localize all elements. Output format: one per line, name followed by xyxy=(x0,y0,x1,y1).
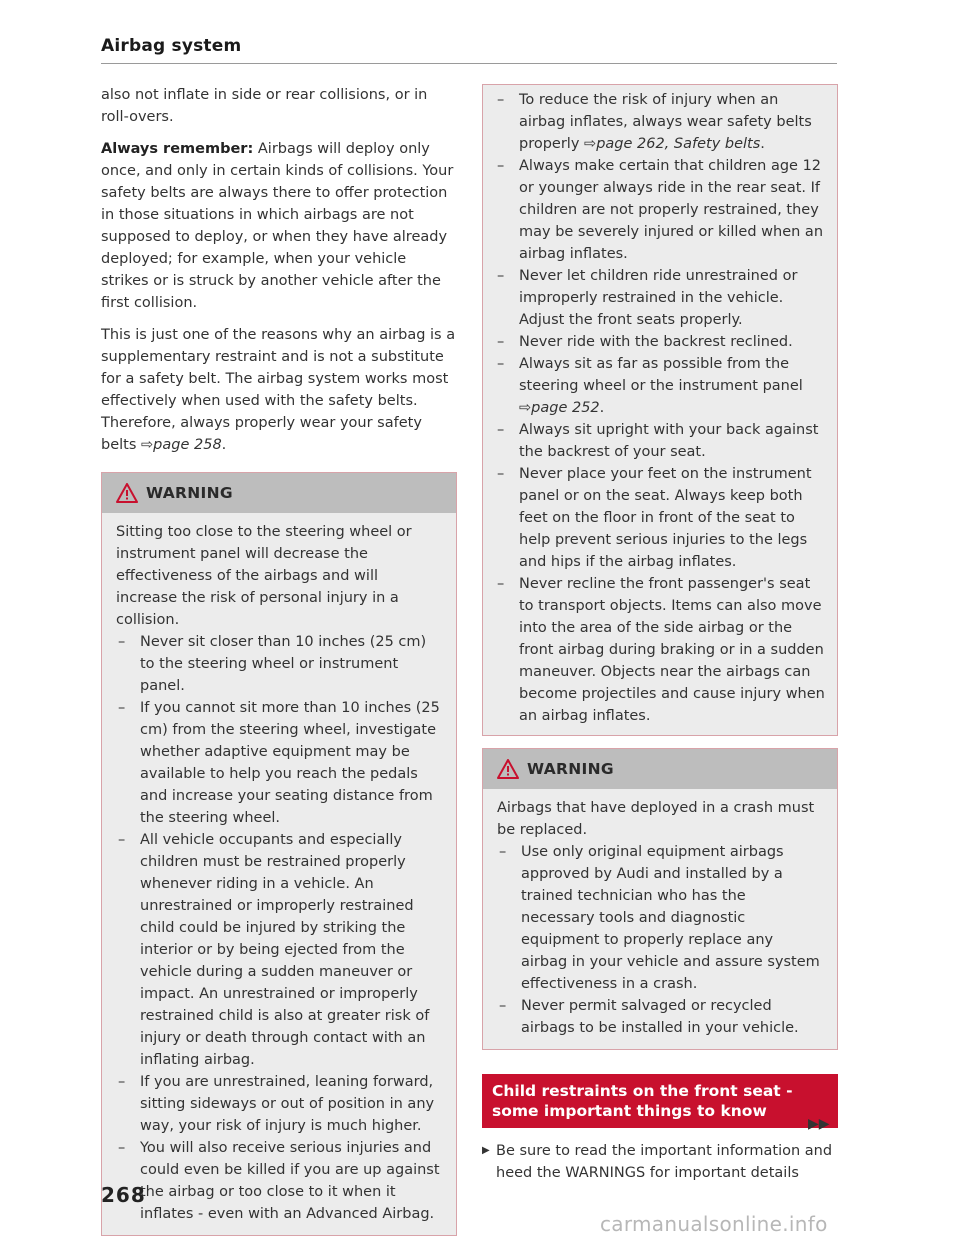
right-column xyxy=(482,84,838,1184)
warning-list xyxy=(116,631,442,1225)
warning-triangle-icon xyxy=(116,483,138,503)
warning-list xyxy=(497,841,823,1039)
warning-item: – Use only original equipment airbags approved by Audi and installed by a trained technician who has the necessary tools and diagnostic equipment to properly replace any airbag in your vehicle and assure system effectiveness in a crash. xyxy=(497,841,823,995)
safety-instructions-box xyxy=(482,84,838,736)
warning-item: – Never permit salvaged or recycled airbags to be installed in your vehicle. xyxy=(497,995,823,1039)
page-number: 268 xyxy=(101,1183,146,1207)
warning-box-steering-distance xyxy=(101,472,457,1236)
warning-header xyxy=(483,749,837,789)
safety-instructions-list xyxy=(495,89,825,727)
page-reference-link[interactable]: page 262, Safety belts xyxy=(596,136,761,152)
watermark: carmanualsonline.info xyxy=(600,1212,828,1236)
always-remember-label: Always remember: xyxy=(101,141,254,157)
intro-paragraph xyxy=(482,1140,838,1184)
paragraph-rollover: also not inflate in side or rear collisions, or in roll-overs. xyxy=(101,87,428,125)
instruction-item: – Never place your feet on the instrument panel or on the seat. Always keep both feet on the floor in front of the seat to help prevent serious injuries to the legs and hips if the airbag inflates. xyxy=(495,463,825,573)
continue-arrow-icon: ▶▶ xyxy=(808,1116,830,1132)
instruction-item: – Always make certain that children age 12 or younger always ride in the rear seat. If children are not properly restrained, they may be severely injured or killed when an airbag inflates. xyxy=(495,155,825,265)
page-ref-arrow-icon: ⇨ xyxy=(584,136,597,152)
warning-label: WARNING xyxy=(146,484,233,502)
instruction-text: To reduce the risk of injury when an airbag inflates, always wear safety belts properly xyxy=(519,92,812,152)
sentence-end: . xyxy=(221,437,227,453)
warning-intro: Sitting too close to the steering wheel or instrument panel will decrease the effectiveness of the airbags and will increase the risk of personal injury in a collision. xyxy=(116,524,412,628)
header-divider xyxy=(101,63,837,64)
warning-label: WARNING xyxy=(527,760,614,778)
instruction-item xyxy=(495,353,825,419)
section-heading-child-restraints: Child restraints on the front seat - some important things to know xyxy=(482,1074,838,1128)
page-ref-arrow-icon: ⇨ xyxy=(141,437,154,453)
paragraph-always-remember xyxy=(101,138,457,314)
instruction-item: – Never ride with the backrest reclined. xyxy=(495,331,825,353)
sentence-end: . xyxy=(599,400,605,416)
intro-text: Be sure to read the important information and heed the WARNINGS for important details xyxy=(496,1143,833,1181)
instruction-item: – Always sit upright with your back against the backrest of your seat. xyxy=(495,419,825,463)
bullet-triangle-icon: ▶ xyxy=(482,1145,490,1156)
warning-body xyxy=(483,789,837,1049)
page-reference-link[interactable]: page 252 xyxy=(531,400,600,416)
warning-item: – You will also receive serious injuries and could even be killed if you are up against the airbag or too close to it when it inflates - even with an Advanced Airbag. xyxy=(116,1137,442,1225)
instruction-text: Always sit as far as possible from the steering wheel or the instrument panel xyxy=(519,356,803,394)
paragraph-supplementary-restraint xyxy=(101,324,457,456)
warning-triangle-icon xyxy=(497,759,519,779)
instruction-item xyxy=(495,89,825,155)
left-column xyxy=(101,84,457,1236)
warning-intro: Airbags that have deployed in a crash must be replaced. xyxy=(497,800,815,838)
instruction-item: – Never recline the front passenger's seat to transport objects. Items can also move into the area of the side airbag or the front airbag during braking or in a sudden maneuver. Objects near the airbags can become projectiles and cause injury when an airbag inflates. xyxy=(495,573,825,727)
warning-header xyxy=(102,473,456,513)
warning-box-deployed-airbags xyxy=(482,748,838,1050)
page-ref-arrow-icon: ⇨ xyxy=(519,400,532,416)
instruction-item: – Never let children ride unrestrained or improperly restrained in the vehicle. Adjust the front seats properly. xyxy=(495,265,825,331)
warning-body xyxy=(102,513,456,1235)
sentence-end: . xyxy=(760,136,765,152)
warning-item: – Never sit closer than 10 inches (25 cm) to the steering wheel or instrument panel. xyxy=(116,631,442,697)
warning-item: – If you are unrestrained, leaning forward, sitting sideways or out of position in any way, your risk of injury is much higher. xyxy=(116,1071,442,1137)
warning-item: – All vehicle occupants and especially children must be restrained properly whenever riding in a vehicle. An unrestrained or improperly restrained child could be injured by striking the interior or by being ejected from the vehicle during a sudden maneuver or impact. An unrestrained or improperly restrained child is also at greater risk of injury or death through contact with an inflating airbag. xyxy=(116,829,442,1071)
supplementary-text: This is just one of the reasons why an airbag is a supplementary restraint and is not a substitute for a safety belt. The airbag system works most effectively when used with the safety belts. Therefore, always properly wear your safety belts xyxy=(101,327,456,453)
warning-item: – If you cannot sit more than 10 inches (25 cm) from the steering wheel, investigate whether adaptive equipment may be available to help you reach the pedals and increase your seating distance from the steering wheel. xyxy=(116,697,442,829)
section-title: Airbag system xyxy=(101,36,242,56)
always-remember-text: Airbags will deploy only once, and only in certain kinds of collisions. Your safety belts are always there to offer protection in those situations in which airbags are not supposed to deploy, or when they have already deployed; for example, when your vehicle strikes or is struck by another vehicle after the first collision. xyxy=(101,141,454,311)
page-reference-link[interactable]: page 258 xyxy=(153,437,222,453)
